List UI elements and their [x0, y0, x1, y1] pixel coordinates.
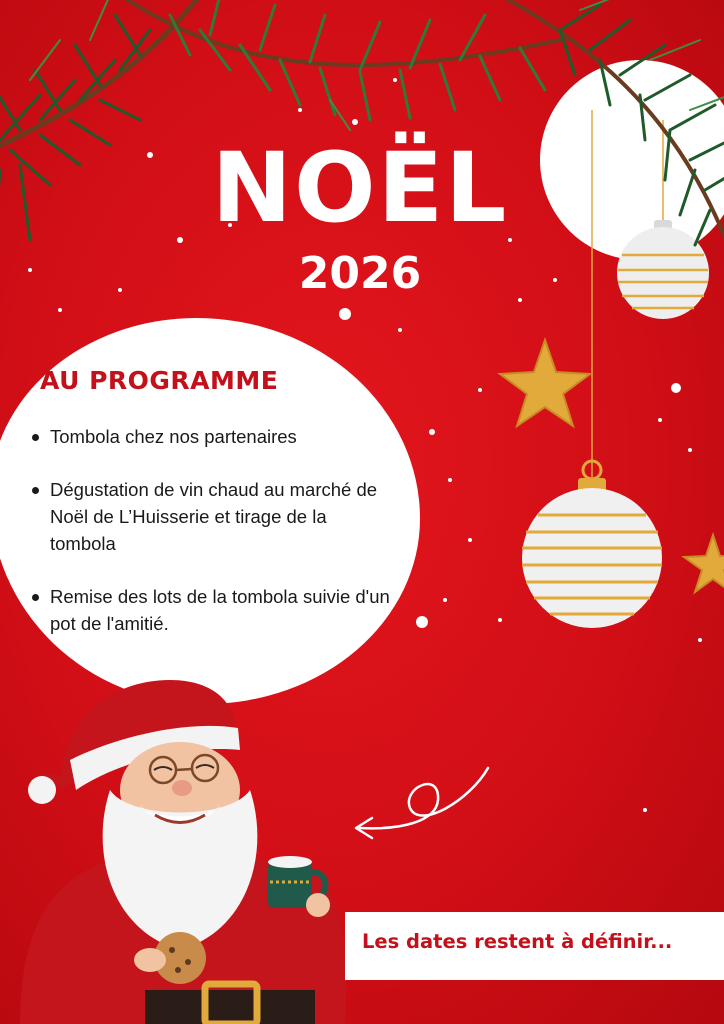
program-item: Remise des lots de la tombola suivie d'un pot de l'amitié. [30, 583, 390, 637]
program-heading: AU PROGRAMME [40, 366, 279, 395]
page-title: NOËL [211, 132, 509, 244]
year-subtitle: 2026 [298, 248, 422, 299]
program-item: Dégustation de vin chaud au marché de Noël de L’Huisserie et tirage de la tombola [30, 476, 390, 557]
dates-banner-text: Les dates restent à définir... [362, 930, 673, 953]
program-item: Tombola chez nos partenaires [30, 423, 390, 450]
